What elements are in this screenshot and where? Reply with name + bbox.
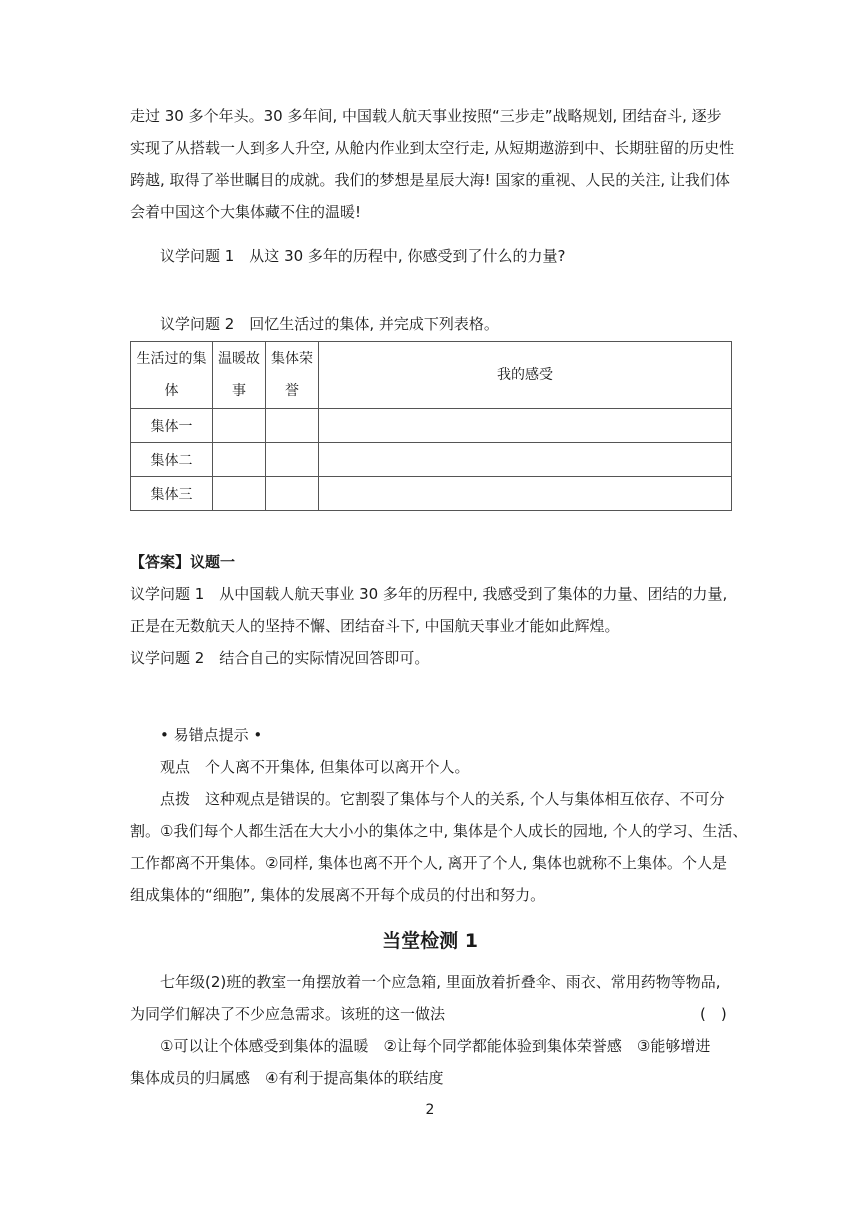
question-1: 议学问题 1 从这 30 多年的历程中, 你感受到了什么的力量?	[160, 247, 566, 265]
answer-parenthesis: ( )	[700, 1005, 727, 1023]
page-number: 2	[425, 1102, 435, 1118]
tip-view: 观点 个人离不开集体, 但集体可以离开个人。	[160, 758, 470, 776]
empty-cell[interactable]	[213, 443, 266, 477]
header-cell-feeling: 我的感受	[319, 342, 732, 409]
answer-line: 议学问题 2 结合自己的实际情况回答即可。	[130, 649, 430, 667]
quiz-option-line: ①可以让个体感受到集体的温暖 ②让每个同学都能体验到集体荣誉感 ③能够增进	[160, 1037, 711, 1055]
quiz-stem-line: 七年级(2)班的教室一角摆放着一个应急箱, 里面放着折叠伞、雨衣、常用药物等物品,	[160, 973, 721, 991]
tip-line: 工作都离不开集体。②同样, 集体也离不开个人, 离开了个人, 集体也就称不上集体。个人是	[130, 854, 728, 872]
tip-line: 点拨 这种观点是错误的。它割裂了集体与个人的关系, 个人与集体相互依存、不可分	[160, 790, 725, 808]
answer-body	[130, 578, 730, 674]
quiz-stem	[130, 966, 730, 1094]
answer-line: 正是在无数航天人的坚持不懈、团结奋斗下, 中国航天事业才能如此辉煌。	[130, 617, 620, 635]
header-cell-collective: 生活过的集 体	[131, 342, 213, 409]
row-label: 集体二	[131, 443, 213, 477]
empty-cell[interactable]	[319, 477, 732, 511]
empty-cell[interactable]	[266, 443, 319, 477]
intro-line: 走过 30 多个年头。30 多年间, 中国载人航天事业按照“三步走”战略规划, 团结奋斗, 逐步	[130, 107, 722, 125]
tip-line: 割。①我们每个人都生活在大大小小的集体之中, 集体是个人成长的园地, 个人的学习、生活、	[130, 822, 748, 840]
intro-line: 会着中国这个大集体藏不住的温暖!	[130, 203, 362, 221]
intro-line: 实现了从搭载一人到多人升空, 从舱内作业到太空行走, 从短期遨游到中、长期驻留的历史性	[130, 139, 735, 157]
row-label: 集体一	[131, 409, 213, 443]
empty-cell[interactable]	[319, 409, 732, 443]
tip-line: 组成集体的“细胞”, 集体的发展离不开每个成员的付出和努力。	[130, 886, 546, 904]
row-label: 集体三	[131, 477, 213, 511]
table-row	[131, 443, 732, 477]
question-2: 议学问题 2 回忆生活过的集体, 并完成下列表格。	[160, 315, 499, 333]
empty-cell[interactable]	[319, 443, 732, 477]
empty-cell[interactable]	[266, 477, 319, 511]
empty-cell[interactable]	[213, 477, 266, 511]
empty-cell[interactable]	[266, 409, 319, 443]
table-row	[131, 477, 732, 511]
empty-cell[interactable]	[213, 409, 266, 443]
intro-paragraph	[130, 100, 735, 228]
table-row	[131, 409, 732, 443]
section-title: 当堂检测 1	[382, 930, 478, 952]
header-cell-story: 温暖故 事	[213, 342, 266, 409]
tip-title: • 易错点提示 •	[160, 726, 263, 744]
answer-title: 【答案】议题一	[130, 553, 236, 571]
quiz-option-line: 集体成员的归属感 ④有利于提高集体的联结度	[130, 1069, 444, 1087]
quiz-stem-line: 为同学们解决了不少应急需求。该班的这一做法	[130, 1005, 446, 1023]
answer-line: 议学问题 1 从中国载人航天事业 30 多年的历程中, 我感受到了集体的力量、团结的力量,	[130, 585, 728, 603]
header-cell-honor: 集体荣 誉	[266, 342, 319, 409]
table-header-row	[131, 342, 732, 409]
tip-body	[130, 751, 748, 911]
intro-line: 跨越, 取得了举世瞩目的成就。我们的梦想是星辰大海! 国家的重视、人民的关注, 让我们体	[130, 171, 730, 189]
collective-table	[130, 341, 732, 511]
